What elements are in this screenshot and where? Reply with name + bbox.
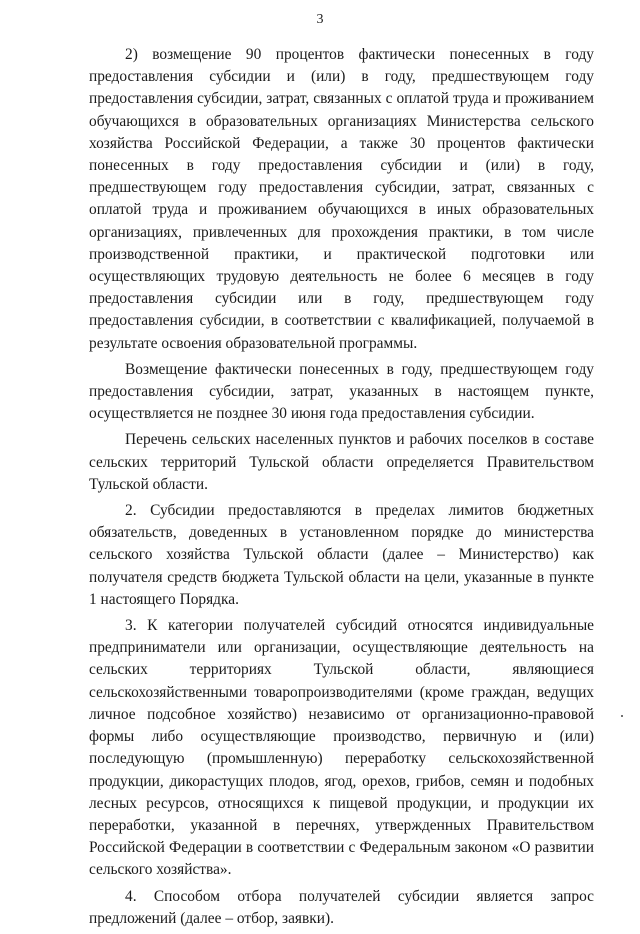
scan-speck: [621, 715, 623, 717]
page-number: 3: [316, 12, 324, 27]
paragraph-clause-3: 3. К категории получателей субсидий относятся индивидуальные предприниматели или организации, осуществляющие деятельность на сельских территориях Тульской области, являющиеся сельскохозяйственными товаропроизводителями (кроме граждан, ведущих личное подсобное хозяйство) независимо от организационно-правовой формы либо осуществляющие производство, первичную и (или) последующую (промышленную) переработку сельскохозяйственной продукции, дикорастущих плодов, ягод, орехов, грибов, семян и подобных лесных ресурсов, относящихся к пищевой продукции, и продукции их переработки, указанной в перечнях, утвержденных Правительством Российской Федерации в соответствии с Федеральным законом «О развитии сельского хозяйства».: [89, 617, 594, 879]
paragraph-clause-4: 4. Способом отбора получателей субсидии является запрос предложений (далее – отбор, заявки).: [89, 887, 594, 927]
paragraph-item-2: 2) возмещение 90 процентов фактически понесенных в году предоставления субсидии и (или) в году, предшествующем году предоставления субсидии, затрат, связанных с оплатой труда и проживанием обучающихся в образовательных организациях Министерства сельского хозяйства Российской Федерации, а также 30 процентов фактически понесенных в году предоставления субсидии и (или) в году, предшествующем году предоставления субсидии, затрат, связанных с оплатой труда и проживанием обучающихся в иных образовательных организациях, привлеченных для прохождения практики, в том числе производственной практики, и практической подготовки или осуществляющих трудовую деятельность не более 6 месяцев в году предоставления субсидии или в году, предшествующем году предоставления субсидии, в соответствии с квалификацией, получаемой в результате освоения образовательной программы.: [89, 46, 594, 352]
paragraph-settlements-list: Перечень сельских населенных пунктов и рабочих поселков в составе сельских территорий Тульской области определяется Правительством Тульской области.: [89, 431, 594, 493]
paragraph-reimbursement-deadline: Возмещение фактически понесенных в году, предшествующем году предоставления субсидии, затрат, указанных в настоящем пункте, осуществляется не позднее 30 июня года предоставления субсидии.: [89, 360, 594, 423]
document-body: [89, 44, 594, 934]
paragraph-clause-2: 2. Субсидии предоставляются в пределах лимитов бюджетных обязательств, доведенных в установленном порядке до министерства сельского хозяйства Тульской области (далее – Министерство) как получателя средств бюджета Тульской области на цели, указанные в пункте 1 настоящего Порядка.: [89, 502, 594, 608]
